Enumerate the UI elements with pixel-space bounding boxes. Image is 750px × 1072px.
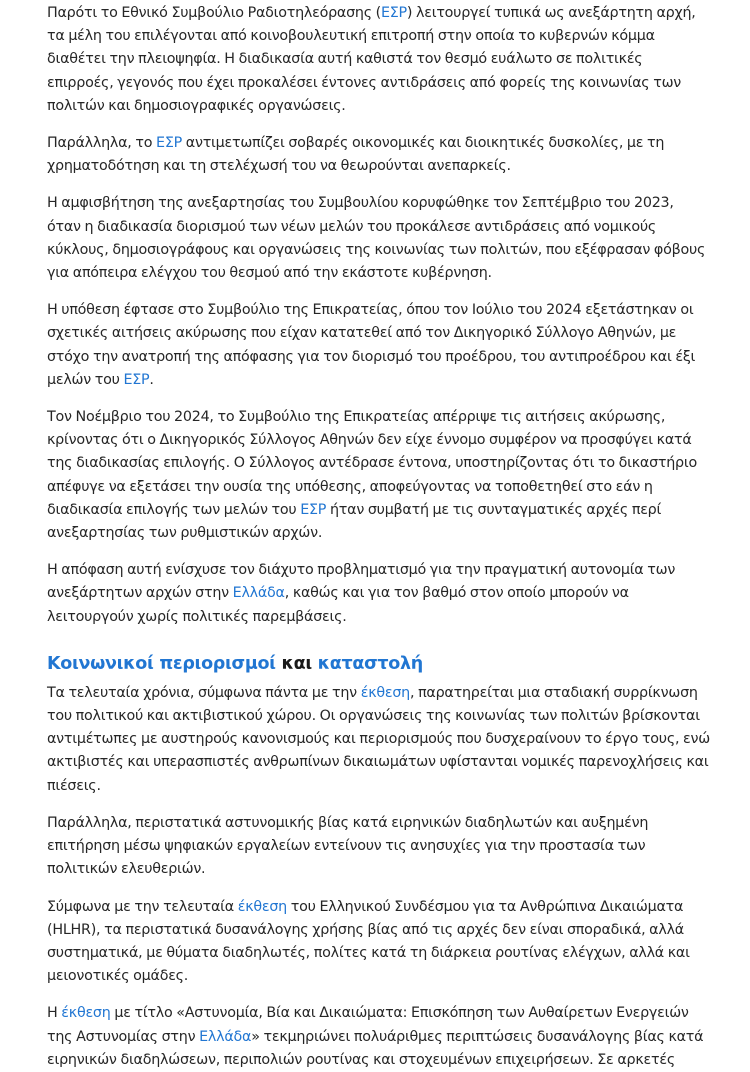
link-έκθεση[interactable]: έκθεση (237, 898, 287, 915)
text-span: Σύμφωνα με την τελευταία (47, 898, 238, 915)
paragraph (47, 299, 710, 392)
paragraph (47, 132, 710, 178)
text-span: , καθώς και για τον βαθμό στον οποίο μπορούν να λειτουργούν χωρίς πολιτικές παρεμβάσεις. (47, 585, 629, 625)
paragraph (47, 682, 710, 798)
link-κοινωνικοί-περιορισμοί[interactable]: Κοινωνικοί περιορισμοί (47, 653, 276, 674)
paragraph (47, 559, 710, 629)
section-heading (47, 651, 710, 677)
link-έκθεση[interactable]: έκθεση (360, 684, 410, 701)
text-span: . (149, 371, 154, 388)
text-span: , παρατηρείται μια σταδιακή συρρίκνωση του πολιτικού και ακτιβιστικού χώρου. Οι οργανώσεις της κοινωνίας των πολιτών βρίσκονται αντιμέτωπες με αυστηρούς κανονισμούς και περιορισμούς που δυσχεραίνουν το έργο τους, ενώ ακτιβιστές και υπερασπιστές ανθρωπίνων δικαιωμάτων υφίστανται νομικές παρενοχλήσεις και πιέσεις. (47, 684, 710, 794)
paragraph (47, 1002, 710, 1072)
text-span: Η αμφισβήτηση της ανεξαρτησίας του Συμβουλίου κορυφώθηκε τον Σεπτέμβριο του 2023, όταν η διαδικασία διορισμού των νέων μελών του προκάλεσε αντιδράσεις από νομικούς κύκλους, δημοσιογράφους και οργανώσεις της κοινωνίας των πολιτών, που εξέφρασαν φόβους για απόπειρα ελέγχου του θεσμού από την εκάστοτε κυβέρνηση. (47, 195, 706, 282)
text-span: αντιμετωπίζει σοβαρές οικονομικές και διοικητικές δυσκολίες, με τη χρηματοδότηση και τη στελέχωσή του να θεωρούνται ανεπαρκείς. (47, 135, 665, 175)
text-span: » τεκμηριώνει πολυάριθμες περιπτώσεις δυσανάλογης βίας κατά ειρηνικών διαδηλώσεων, περιπολιών ρουτίνας και στοχευμένων επιχειρήσεων. Σε αρκετές (47, 1028, 704, 1068)
link-ελλάδα[interactable]: Ελλάδα (232, 585, 285, 602)
link-εσρ[interactable]: ΕΣΡ (156, 135, 182, 152)
text-span: Τα τελευταία χρόνια, σύμφωνα πάντα με την (47, 684, 361, 701)
text-span: Η (47, 1005, 62, 1022)
paragraph (47, 406, 710, 545)
text-span: Η υπόθεση έφτασε στο Συμβούλιο της Επικρατείας, όπου τον Ιούλιο του 2024 εξετάστηκαν οι σχετικές αιτήσεις ακύρωσης που είχαν κατατεθεί από τον Δικηγορικό Σύλλογο Αθηνών, με στόχο την ανατροπή της απόφασης για τον διορισμό του προέδρου, του αντιπροέδρου και έξι μελών του (47, 302, 696, 388)
link-έκθεση[interactable]: έκθεση (61, 1005, 111, 1022)
paragraph (47, 812, 710, 882)
article-paragraphs (47, 0, 710, 629)
text-span: ) λειτουργεί τυπικά ως ανεξάρτητη αρχή, τα μέλη του επιλέγονται από κοινοβουλευτική επιτροπή στην οποία το κυβερνών κόμμα διαθέτει την πλειοψηφία. Η διαδικασία αυτή καθιστά τον θεσμό ευάλωτο σε πολιτικές επιρροές, γεγονός που έχει προκαλέσει έντονες αντιδράσεις από φορείς της κοινωνίας των πολιτών και δημοσιογραφικές οργανώσεις. (47, 5, 696, 114)
link-εσρ[interactable]: ΕΣΡ (380, 5, 407, 21)
link-ελλάδα[interactable]: Ελλάδα (199, 1028, 252, 1045)
text-span: Παρότι το Εθνικό Συμβούλιο Ραδιοτηλεόρασης ( (47, 5, 381, 21)
link-καταστολή[interactable]: καταστολή (317, 653, 423, 674)
link-εσρ[interactable]: ΕΣΡ (300, 501, 327, 518)
text-span: Τον Νοέμβριο του 2024, το Συμβούλιο της Επικρατείας απέρριψε τις αιτήσεις ακύρωσης, κρίνοντας ότι ο Δικηγορικός Σύλλογος Αθηνών δεν είχε έννομο συμφέρον να προσφύγει κατά της διαδικασίας επιλογής. Ο Σύλλογος αντέδρασε έντονα, υποστηρίζοντας ότι το δικαστήριο απέφυγε να εξετάσει την ουσία της υπόθεσης, αποφεύγοντας να τοποθετηθεί στο εάν η διαδικασία επιλογής των μελών του (47, 409, 697, 518)
text-span: ήταν συμβατή με τις συνταγματικές αρχές περί ανεξαρτησίας των ρυθμιστικών αρχών. (47, 501, 662, 542)
link-εσρ[interactable]: ΕΣΡ (123, 371, 150, 388)
text-span: του Ελληνικού Συνδέσμου για τα Ανθρώπινα Δικαιώματα (HLHR), τα περιστατικά δυσανάλογης χρήσης βίας από τις αρχές δεν είναι σποραδικά, αλλά συστηματικά, με θύματα διαδηλωτές, πολίτες κατά τη διάρκεια ρουτίνας ελέγχων, αλλά και μειονοτικές ομάδες. (47, 898, 690, 985)
paragraph (47, 896, 710, 989)
text-span: και (275, 653, 318, 674)
paragraph (47, 192, 710, 285)
text-span: Παράλληλα, περιστατικά αστυνομικής βίας κατά ειρηνικών διαδηλωτών και αυξημένη επιτήρηση μέσω ψηφιακών εργαλείων εντείνουν τις ανησυχίες για την προστασία των πολιτικών ελευθεριών. (47, 814, 649, 878)
section-paragraphs (47, 682, 710, 1072)
text-span: Η απόφαση αυτή ενίσχυσε τον διάχυτο προβληματισμό για την πραγματική αυτονομία των ανεξάρτητων αρχών στην (47, 562, 676, 602)
paragraph (47, 0, 710, 118)
text-span: με τίτλο «Αστυνομία, Βία και Δικαιώματα: Επισκόπηση των Αυθαίρετων Ενεργειών της Αστυνομίας στην (47, 1005, 689, 1045)
text-span: Παράλληλα, το (47, 135, 157, 152)
